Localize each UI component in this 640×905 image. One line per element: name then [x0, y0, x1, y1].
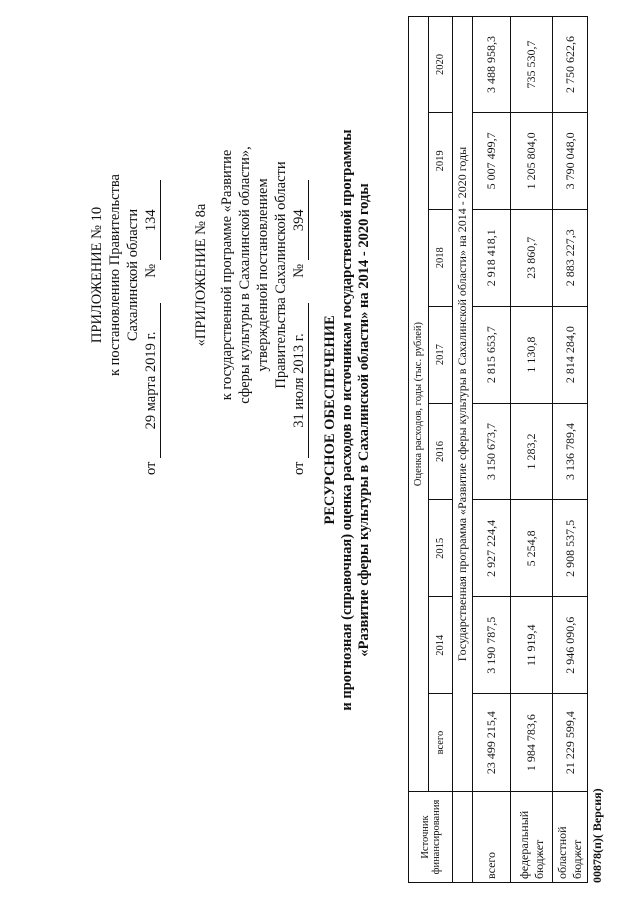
- header-row-1: [409, 17, 429, 883]
- value-cell: 2 927 224,4: [473, 500, 511, 597]
- value-cell: 2 750 622,6: [553, 17, 588, 113]
- col-header: всего: [429, 694, 453, 792]
- row-label: областной бюджет: [553, 792, 588, 883]
- appendix-8a-line1: к государственной программе «Развитие: [219, 149, 235, 401]
- value-cell: 23 499 215,4: [473, 694, 511, 792]
- appendix-8a-date-line: [290, 75, 309, 475]
- appendix-8a-title: «ПРИЛОЖЕНИЕ № 8а: [193, 203, 209, 347]
- document-footer: 00878(п)( Версия): [590, 788, 604, 883]
- table-row: [553, 17, 588, 883]
- empty-cell: [453, 792, 473, 883]
- col-header: 2018: [429, 209, 453, 306]
- appendix-8a-line3: утвержденной постановлением: [255, 178, 271, 372]
- col-header: 2019: [429, 112, 453, 209]
- appendix-8a-line4: Правительства Сахалинской области: [273, 161, 289, 389]
- row-label: федеральный бюджет: [511, 792, 553, 883]
- value-cell: 1 130,8: [511, 306, 553, 403]
- col-header: 2015: [429, 500, 453, 597]
- value-cell: 3 790 048,0: [553, 112, 588, 209]
- title-line1: РЕСУРСНОЕ ОБЕСПЕЧЕНИЕ: [322, 315, 338, 525]
- table-row: [473, 17, 511, 883]
- value-cell: 1 205 804,0: [511, 112, 553, 209]
- appendix-8a-number: 394: [290, 180, 309, 260]
- source-header: Источник финансирования: [409, 792, 453, 883]
- value-cell: 2 883 227,3: [553, 209, 588, 306]
- appendix-10-line2: Сахалинской области: [125, 208, 141, 342]
- program-row: [453, 17, 473, 883]
- title-line3: «Развитие сферы культуры в Сахалинской области» на 2014 - 2020 годы: [356, 183, 372, 657]
- value-cell: 5 254,8: [511, 500, 553, 597]
- value-cell: 3 136 789,4: [553, 403, 588, 500]
- value-cell: 11 919,4: [511, 597, 553, 694]
- resource-table: [408, 16, 588, 883]
- value-cell: 3 150 673,7: [473, 403, 511, 500]
- value-cell: 21 229 599,4: [553, 694, 588, 792]
- title-line2: и прогнозная (справочная) оценка расходов по источникам государственной программы: [339, 129, 355, 711]
- number-label: №: [143, 263, 159, 278]
- appendix-10-number: 134: [142, 180, 161, 260]
- value-cell: 3 190 787,5: [473, 597, 511, 694]
- group-header: Оценка расходов, годы (тыс. рублей): [409, 17, 429, 792]
- appendix-8a-line2: сферы культуры в Сахалинской области»,: [237, 146, 253, 404]
- appendix-10-title: ПРИЛОЖЕНИЕ № 10: [89, 206, 105, 344]
- value-cell: 735 530,7: [511, 17, 553, 113]
- table-row: [511, 17, 553, 883]
- value-cell: 2 918 418,1: [473, 209, 511, 306]
- value-cell: 2 946 090,6: [553, 597, 588, 694]
- value-cell: 3 488 958,3: [473, 17, 511, 113]
- value-cell: 5 007 499,7: [473, 112, 511, 209]
- appendix-10-block: [88, 75, 161, 475]
- from-label: от: [143, 461, 159, 475]
- program-title-cell: Государственная программа «Развитие сферы культуры в Сахалинской области» на 2014 - 2020 годы: [453, 17, 473, 792]
- col-header: 2020: [429, 17, 453, 113]
- value-cell: 23 860,7: [511, 209, 553, 306]
- header-row-2: [429, 17, 453, 883]
- value-cell: 1 283,2: [511, 403, 553, 500]
- appendix-8a-date: 31 июля 2013 г.: [290, 303, 309, 458]
- appendix-10-date: 29 марта 2019 г.: [142, 303, 161, 458]
- col-header: 2017: [429, 306, 453, 403]
- document-title: [322, 95, 373, 745]
- number-label: №: [291, 263, 307, 278]
- col-header: 2014: [429, 597, 453, 694]
- col-header: 2016: [429, 403, 453, 500]
- appendix-10-date-line: [142, 75, 161, 475]
- from-label: от: [291, 461, 307, 475]
- value-cell: 2 814 284,0: [553, 306, 588, 403]
- appendix-10-line1: к постановлению Правительства: [107, 174, 123, 376]
- value-cell: 2 908 537,5: [553, 500, 588, 597]
- row-label: всего: [473, 792, 511, 883]
- appendix-8a-block: [192, 75, 309, 475]
- value-cell: 2 815 653,7: [473, 306, 511, 403]
- value-cell: 1 984 783,6: [511, 694, 553, 792]
